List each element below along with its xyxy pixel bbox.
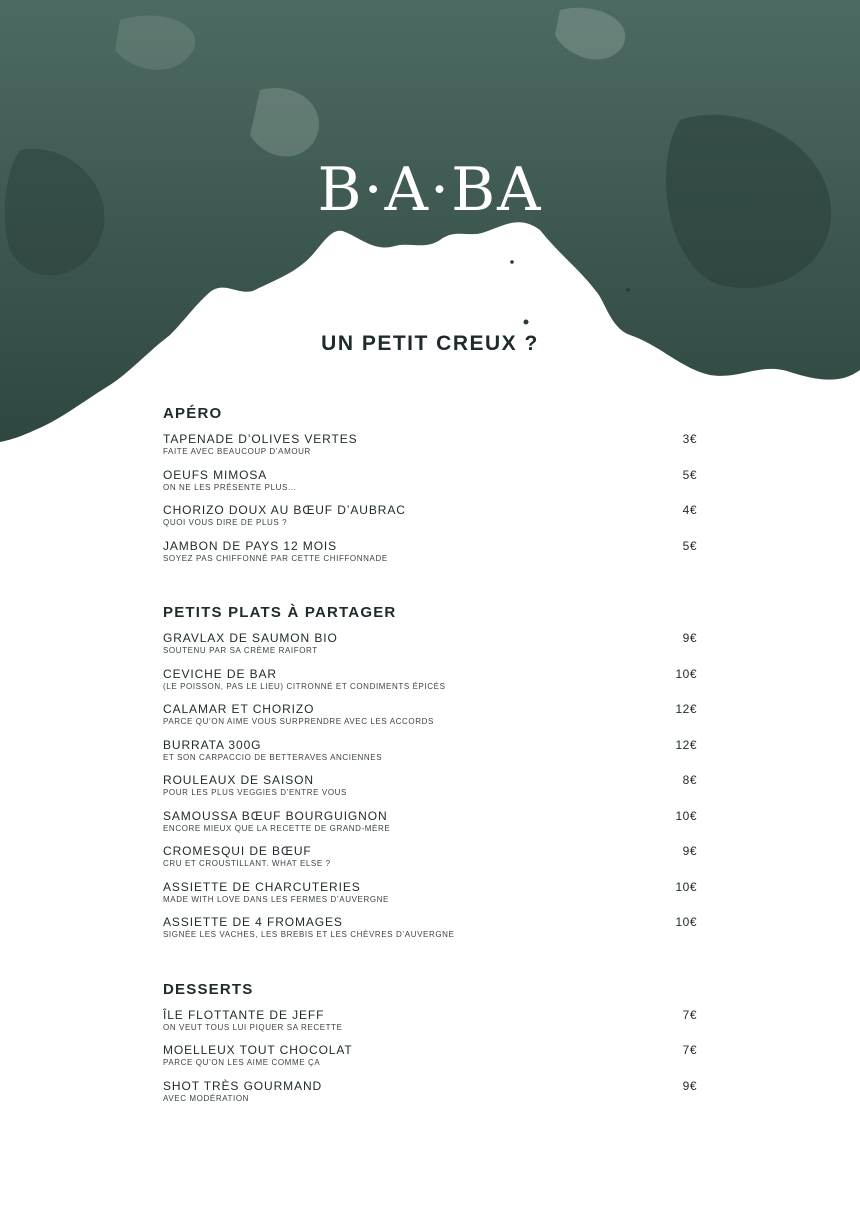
menu-item xyxy=(163,880,697,916)
item-name: CHORIZO DOUX AU BŒUF D’AUBRAC xyxy=(163,503,406,517)
item-price: 9€ xyxy=(682,844,697,858)
item-price: 3€ xyxy=(682,432,697,446)
item-price: 10€ xyxy=(675,808,697,823)
item-description: ENCORE MIEUX QUE LA RECETTE DE GRAND-MÈRE xyxy=(163,823,391,833)
watercolor-wash-background xyxy=(0,0,860,470)
menu-item xyxy=(163,773,697,809)
item-price: 10€ xyxy=(675,666,697,681)
item-name: ASSIETTE DE 4 FROMAGES xyxy=(163,915,343,929)
item-description: AVEC MODÉRATION xyxy=(163,1093,250,1103)
menu-item xyxy=(163,809,697,845)
menu-item xyxy=(163,503,697,539)
item-description: CRU ET CROUSTILLANT. WHAT ELSE ? xyxy=(163,859,331,868)
item-name: OEUFS MIMOSA xyxy=(163,467,268,482)
menu-item xyxy=(163,738,697,774)
item-description: MADE WITH LOVE DANS LES FERMES D’AUVERGNE xyxy=(163,894,389,904)
item-price: 4€ xyxy=(682,503,697,517)
item-name: ÎLE FLOTTANTE DE JEFF xyxy=(163,1007,325,1022)
menu-item xyxy=(163,1008,697,1044)
menu-item xyxy=(163,702,697,738)
item-name: ROULEAUX DE SAISON xyxy=(163,773,314,787)
item-name: SHOT TRÈS GOURMAND xyxy=(163,1078,323,1093)
item-name: ASSIETTE DE CHARCUTERIES xyxy=(163,879,361,894)
item-name: BURRATA 300G xyxy=(163,737,262,752)
item-price: 12€ xyxy=(675,702,697,716)
menu-item xyxy=(163,432,697,468)
menu-item xyxy=(163,915,697,951)
section-petits-plats xyxy=(163,604,697,951)
section-title: DESSERTS xyxy=(163,980,254,998)
item-description: FAITE AVEC BEAUCOUP D’AMOUR xyxy=(163,447,311,456)
menu-item xyxy=(163,1043,697,1079)
menu-item xyxy=(163,468,697,504)
item-description: PARCE QU’ON AIME VOUS SURPRENDRE AVEC LES ACCORDS xyxy=(163,717,434,726)
item-description: SOUTENU PAR SA CRÈME RAIFORT xyxy=(163,646,318,655)
item-price: 9€ xyxy=(682,631,697,645)
item-description: ET SON CARPACCIO DE BETTERAVES ANCIENNES xyxy=(163,752,383,762)
item-price: 5€ xyxy=(682,467,697,482)
item-name: JAMBON DE PAYS 12 MOIS xyxy=(163,538,338,553)
item-price: 7€ xyxy=(682,1007,697,1022)
item-price: 7€ xyxy=(682,1043,697,1057)
section-title: APÉRO xyxy=(163,405,223,422)
menu xyxy=(163,405,697,1144)
item-name: GRAVLAX DE SAUMON BIO xyxy=(163,631,338,645)
item-name: CALAMAR ET CHORIZO xyxy=(163,702,315,716)
item-name: SAMOUSSA BŒUF BOURGUIGNON xyxy=(163,808,388,823)
item-name: MOELLEUX TOUT CHOCOLAT xyxy=(163,1043,353,1057)
item-description: ON NE LES PRÉSENTE PLUS... xyxy=(163,482,297,492)
section-apero xyxy=(163,405,697,574)
item-name: CEVICHE DE BAR xyxy=(163,666,277,681)
item-description: QUOI VOUS DIRE DE PLUS ? xyxy=(163,518,288,527)
item-name: CROMESQUI DE BŒUF xyxy=(163,844,312,858)
brand-logo: B·A·BA xyxy=(317,155,543,225)
menu-item xyxy=(163,844,697,880)
item-price: 5€ xyxy=(682,538,697,553)
item-description: POUR LES PLUS VEGGIES D’ENTRE VOUS xyxy=(163,788,347,797)
item-price: 8€ xyxy=(682,773,697,787)
item-description: SOYEZ PAS CHIFFONNÉ PAR CETTE CHIFFONNADE xyxy=(163,553,388,563)
menu-item xyxy=(163,539,697,575)
section-title: PETITS PLATS À PARTAGER xyxy=(163,604,397,621)
page-title: UN PETIT CREUX ? xyxy=(321,332,539,355)
item-description: SIGNÉE LES VACHES, LES BREBIS ET LES CHÈVRES D’AUVERGNE xyxy=(163,930,455,939)
item-price: 10€ xyxy=(675,879,697,894)
item-price: 10€ xyxy=(675,915,697,929)
menu-item xyxy=(163,631,697,667)
section-desserts xyxy=(163,981,697,1115)
item-description: ON VEUT TOUS LUI PIQUER SA RECETTE xyxy=(163,1022,343,1032)
item-price: 9€ xyxy=(682,1078,697,1093)
menu-item xyxy=(163,1079,697,1115)
item-description: (LE POISSON, PAS LE LIEU) CITRONNÉ ET CONDIMENTS ÉPICÉS xyxy=(163,681,446,691)
menu-item xyxy=(163,667,697,703)
item-name: TAPENADE D’OLIVES VERTES xyxy=(163,432,358,446)
item-description: PARCE QU’ON LES AIME COMME ÇA xyxy=(163,1058,321,1067)
item-price: 12€ xyxy=(675,737,697,752)
